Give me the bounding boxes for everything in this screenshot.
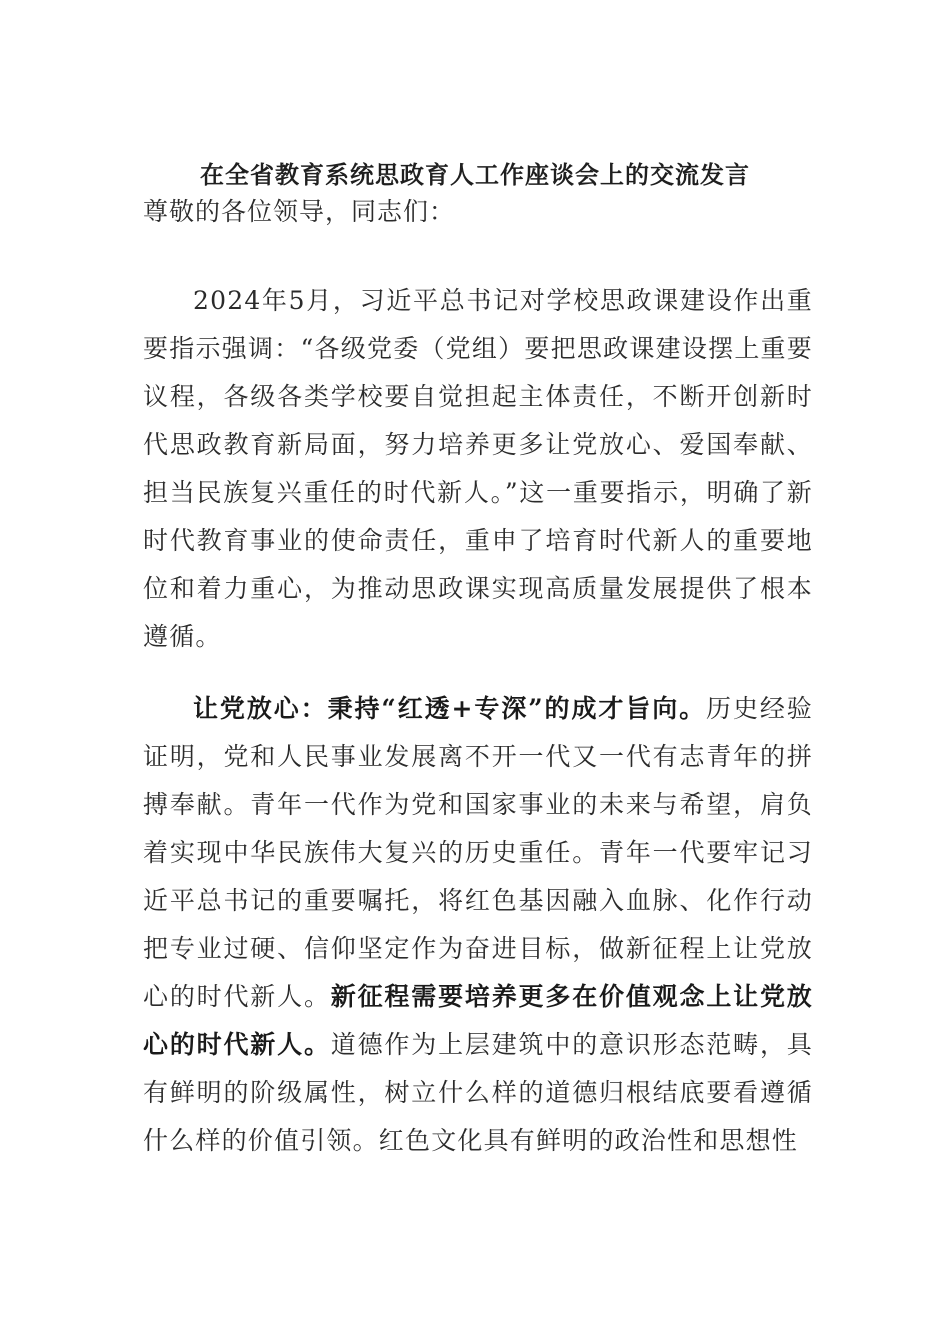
paragraph-text-continued: 道德作为上层建筑中的意识形态范畴，具有鲜明的阶级属性，树立什么样的道德归根结底要看遵循什么样的价值引领。红色文化具有鲜明的政治性和思想性 bbox=[143, 1030, 813, 1155]
paragraph-section-1 bbox=[143, 685, 813, 1165]
paragraph-text: 历史经验证明，党和人民事业发展离不开一代又一代有志青年的拼搏奉献。青年一代作为党和国家事业的未来与希望，肩负着实现中华民族伟大复兴的历史重任。青年一代要牢记习近平总书记的重要嘱托，将红色基因融入血脉、化作行动把专业过硬、信仰坚定作为奋进目标，做新征程上让党放心的时代新人。 bbox=[143, 694, 813, 1011]
salutation: 尊敬的各位领导，同志们： bbox=[143, 197, 456, 226]
section-heading: 让党放心：秉持“红透+专深”的成才旨向。 bbox=[193, 694, 707, 723]
document-title: 在全省教育系统思政育人工作座谈会上的交流发言 bbox=[200, 160, 750, 189]
emphasis-sentence: 新征程需要培养更多在价值观念上让党放心的时代新人。 bbox=[143, 982, 813, 1059]
paragraph-intro: 2024年5月，习近平总书记对学校思政课建设作出重要指示强调：“各级党委（党组）要把思政课建设摆上重要议程，各级各类学校要自觉担起主体责任，不断开创新时代思政教育新局面，努力培养更多让党放心、爱国奉献、担当民族复兴重任的时代新人。”这一重要指示，明确了新时代教育事业的使命责任，重申了培育时代新人的重要地位和着力重心，为推动思政课实现高质量发展提供了根本遵循。 bbox=[143, 286, 813, 651]
